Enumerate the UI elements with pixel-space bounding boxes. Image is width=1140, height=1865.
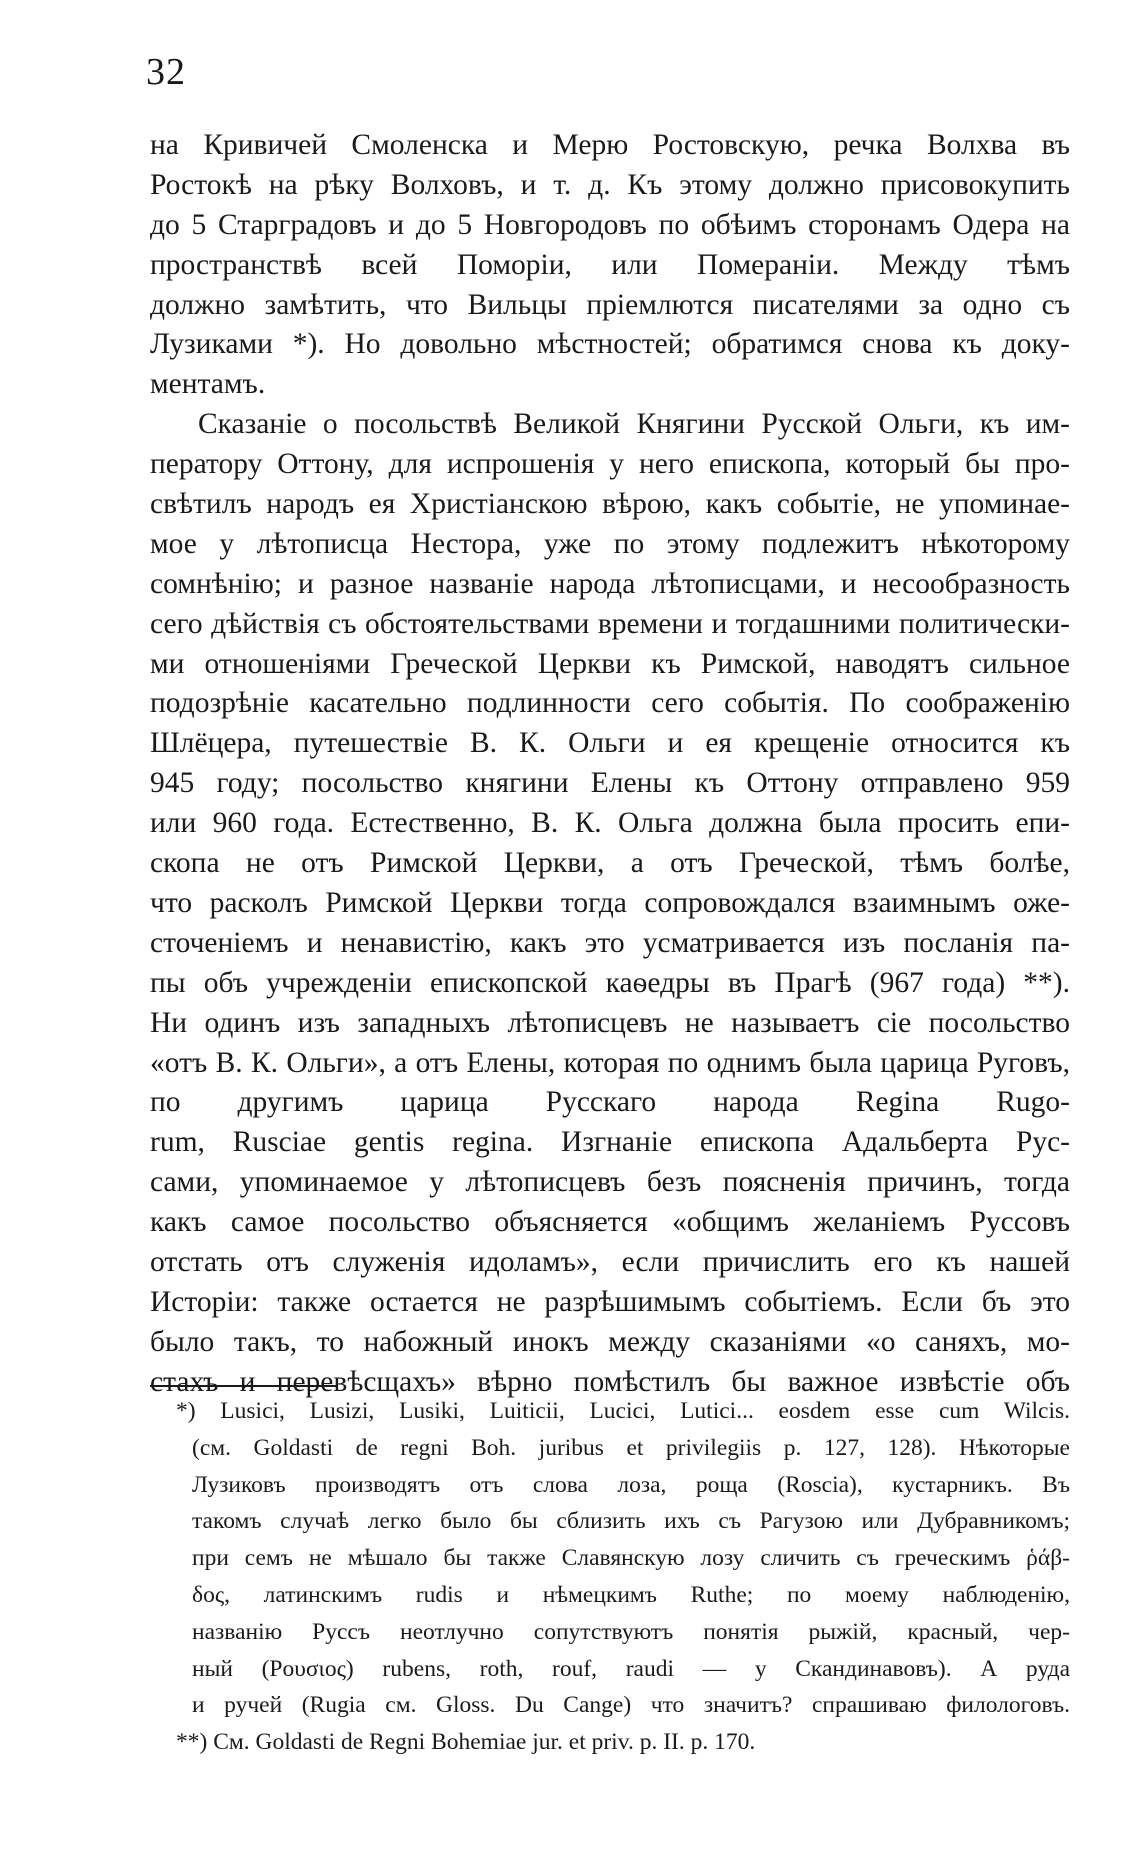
text-line: мое у лѣтописца Нестора, уже по этому подлежитъ нѣкоторому	[150, 527, 1070, 560]
text-line: должно замѣтить, что Вильцы пріемлются писателями за одно съ	[150, 288, 1070, 321]
text-line: Ни одинъ изъ западныхъ лѣтописцевъ не называетъ сіе посольство	[150, 1006, 1070, 1039]
text-line: сомнѣнію; и разное названіе народа лѣтописцами, и несообразность	[150, 567, 1070, 600]
text-line: Исторіи: также остается не разрѣшимымъ событіемъ. Если бъ это	[150, 1285, 1070, 1318]
main-text	[150, 126, 1070, 1403]
text-line: на Кривичей Смоленска и Мерю Ростовскую, речка Волхва въ	[150, 129, 1070, 161]
footnote-line: *) Lusici, Lusizi, Lusiki, Luiticii, Lucici, Lutici... eosdem esse cum Wilcis.	[176, 1398, 1070, 1424]
text-line: стахъ и перевѣсщахъ» вѣрно помѣстилъ бы важное извѣстіе объ	[150, 1365, 1070, 1398]
page-number: 32	[146, 51, 186, 93]
text-line: сточеніемъ и ненавистію, какъ это усматривается изъ посланія па-	[150, 926, 1070, 959]
text-line: ментамъ.	[150, 368, 266, 401]
footnote-line: **) См. Goldasti de Regni Bohemiae jur. et priv. p. II. p. 170.	[176, 1729, 756, 1756]
text-line: пы объ учрежденіи епископской каѳедры въ Прагѣ (967 года) **).	[150, 966, 1070, 999]
footnotes	[150, 1393, 1070, 1761]
footnote-line: названію Руссъ неотлучно сопутствуютъ понятія рыжій, красный, чер-	[192, 1618, 1070, 1645]
text-line: rum, Rusciae gentis regina. Изгнаніе епископа Адальберта Рус-	[150, 1126, 1070, 1159]
footnote-divider	[150, 1385, 338, 1387]
paragraph-start: Сказаніе о посольствѣ Великой Княгини Русской Ольги, къ им-	[198, 408, 1070, 441]
text-line: подозрѣніе касательно подлинности сего событія. По соображенію	[150, 687, 1070, 720]
footnote-line: ный (Ρουσιος) rubens, roth, rouf, raudi — у Скандинавовъ). А руда	[192, 1655, 1070, 1682]
text-line: какъ самое посольство объясняется «общимъ желаніемъ Руссовъ	[150, 1206, 1070, 1239]
footnote-line: и ручей (Rugia см. Gloss. Du Cange) что значитъ? спрашиваю филологовъ.	[192, 1692, 1070, 1719]
text-line: сами, упоминаемое у лѣтописцевъ безъ поясненія причинъ, тогда	[150, 1166, 1070, 1199]
text-line: ми отношеніями Греческой Церкви къ Римской, наводятъ сильное	[150, 647, 1070, 680]
text-line: до 5 Старградовъ и до 5 Новгородовъ по обѣимъ сторонамъ Одера на пространствѣ всей Поморіи, или Помераніи. Между тѣмъ	[150, 208, 1070, 281]
text-line: ператору Оттону, для испрошенія у него епископа, который бы про-	[150, 448, 1070, 481]
text-line: 945 году; посольство княгини Елены къ Оттону отправлено 959	[150, 767, 1070, 800]
text-line: «отъ В. К. Ольги», а отъ Елены, которая по однимъ была царица Руговъ, по другимъ царица Русскаго народа Regina Rugo-	[150, 1046, 1070, 1119]
text-line: было такъ, то набожный инокъ между сказаніями «о саняхъ, мо-	[150, 1325, 1070, 1358]
text-line: что расколъ Римской Церкви тогда сопровождался взаимнымъ оже-	[150, 886, 1070, 919]
text-line: Ростокѣ на рѣку Волховъ, и т. д. Къ этому должно присовокупить	[150, 168, 1070, 201]
footnote-line: такомъ случаѣ легко было бы сблизить ихъ съ Рагузою или Дубравникомъ;	[192, 1508, 1070, 1535]
text-line: Шлёцера, путешествіе В. К. Ольги и ея крещеніе относится къ	[150, 727, 1070, 760]
text-line: свѣтилъ народъ ея Христіанскою вѣрою, какъ событіе, не упоминае-	[150, 488, 1070, 521]
text-line: сего дѣйствія съ обстоятельствами времени и тогдашними политически-	[150, 607, 1070, 640]
text-line: скопа не отъ Римской Церкви, а отъ Греческой, тѣмъ болѣе,	[150, 847, 1070, 880]
footnote-line: (см. Goldasti de regni Boh. juribus et privilegiis p. 127, 128). Нѣкоторые	[192, 1434, 1070, 1461]
footnote-line: Лузиковъ производятъ отъ слова лоза, роща (Roscia), кустарникъ. Въ	[192, 1471, 1070, 1498]
text-line: отстать отъ служенія идоламъ», если причислить его къ нашей	[150, 1245, 1070, 1278]
footnote-line: δος, латинскимъ rudis и нѣмецкимъ Ruthe; по моему наблюденію,	[192, 1581, 1070, 1608]
text-line: Лузиками *). Но довольно мѣстностей; обратимся снова къ доку-	[150, 328, 1070, 361]
text-line: или 960 года. Естественно, В. К. Ольга должна была просить епи-	[150, 807, 1070, 840]
footnote-line: при семъ не мѣшало бы также Славянскую лозу сличить съ греческимъ ῥάβ-	[192, 1545, 1070, 1572]
